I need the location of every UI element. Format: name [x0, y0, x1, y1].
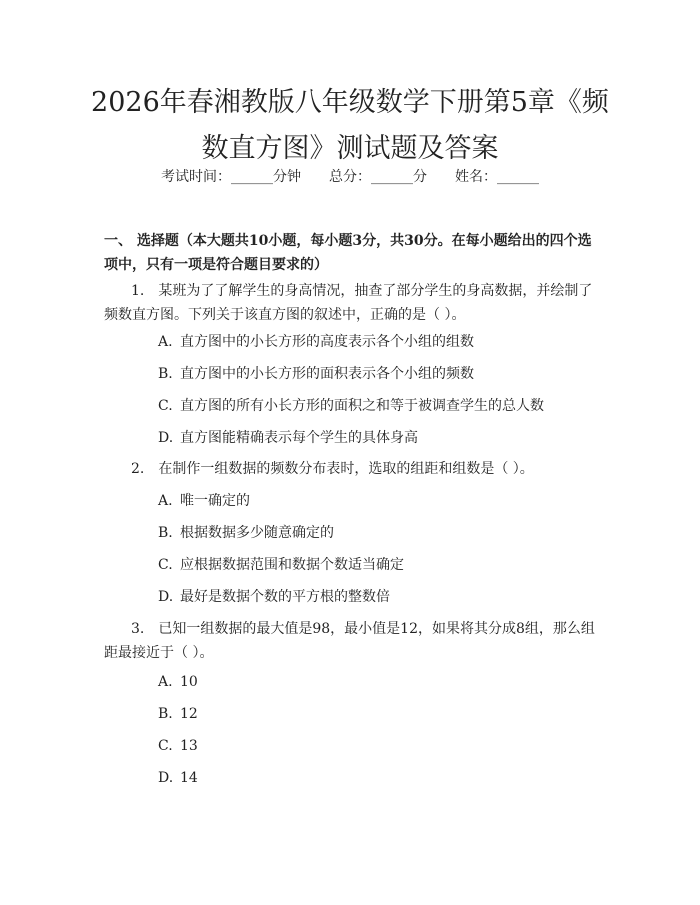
option-text: 直方图的所有小长方形的面积之和等于被调查学生的总人数: [180, 398, 544, 414]
question-1-option-c: [158, 396, 544, 416]
option-text: 14: [180, 770, 198, 786]
option-text: 直方图中的小长方形的高度表示各个小组的组数: [180, 334, 474, 350]
question-3-option-d: [158, 768, 198, 788]
option-letter: C.: [158, 557, 173, 573]
section-heading: 一、 选择题（本大题共10小题，每小题3分，共30分。在每小题给出的四个选项中，只有一项是符合题目要求的）: [104, 233, 592, 273]
option-letter: B.: [158, 366, 173, 382]
option-text: 唯一确定的: [180, 493, 250, 509]
question-3-option-b: [158, 704, 198, 724]
option-text: 最好是数据个数的平方根的整数倍: [180, 589, 390, 605]
question-3-option-a: [158, 672, 198, 692]
option-text: 10: [180, 674, 198, 690]
question-1-stem: 1. 某班为了了解学生的身高情况，抽查了部分学生的身高数据，并绘制了频数直方图。下列关于该直方图的叙述中，正确的是（ ）。: [104, 283, 593, 323]
option-letter: B.: [158, 706, 173, 722]
question-2-option-c: [158, 555, 404, 575]
exam-meta: [0, 167, 700, 187]
option-text: 12: [180, 706, 198, 722]
option-letter: D.: [158, 589, 174, 605]
option-letter: C.: [158, 398, 173, 414]
question-3-stem: 3. 已知一组数据的最大值是98，最小值是12，如果将其分成8组，那么组距最接近于（ ）。: [104, 621, 595, 661]
question-2-option-a: [158, 491, 250, 511]
option-letter: A.: [158, 493, 173, 509]
option-letter: A.: [158, 674, 173, 690]
option-text: 13: [180, 738, 198, 754]
option-letter: C.: [158, 738, 173, 754]
option-letter: D.: [158, 430, 174, 446]
option-letter: A.: [158, 334, 173, 350]
option-text: 直方图中的小长方形的面积表示各个小组的频数: [180, 366, 474, 382]
student-name-field: 姓名：______: [455, 169, 539, 185]
option-text: 直方图能精确表示每个学生的具体身高: [180, 430, 418, 446]
total-score-field: 总分：______分: [329, 169, 427, 185]
option-text: 根据数据多少随意确定的: [180, 525, 334, 541]
option-text: 应根据数据范围和数据个数适当确定: [180, 557, 404, 573]
question-1-option-d: [158, 428, 418, 448]
question-3-option-c: [158, 736, 198, 756]
exam-time-field: 考试时间：______分钟: [161, 169, 301, 185]
question-2-option-d: [158, 587, 390, 607]
option-letter: D.: [158, 770, 174, 786]
document-title: 2026年春湘教版八年级数学下册第5章《频数直方图》测试题及答案: [91, 87, 609, 164]
question-2-stem: 2. 在制作一组数据的频数分布表时，选取的组距和组数是（ ）。: [131, 461, 534, 477]
question-1-option-a: [158, 332, 474, 352]
question-1-option-b: [158, 364, 474, 384]
question-2-option-b: [158, 523, 334, 543]
option-letter: B.: [158, 525, 173, 541]
